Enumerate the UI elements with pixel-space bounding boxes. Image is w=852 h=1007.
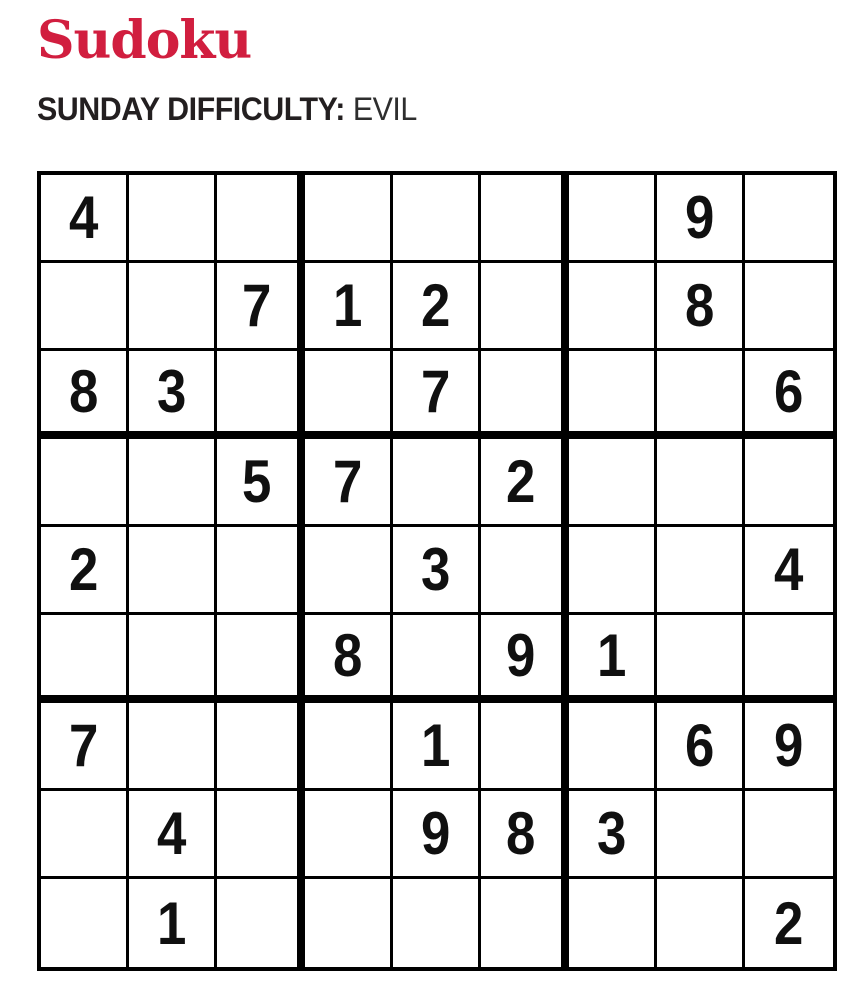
sudoku-cell-r5c5	[393, 527, 481, 615]
sudoku-cell-r1c4[interactable]	[305, 175, 393, 263]
difficulty-value: EVIL	[352, 91, 417, 128]
sudoku-cell-r7c9	[745, 703, 833, 791]
sudoku-cell-r2c7[interactable]	[569, 263, 657, 351]
sudoku-cell-r2c9[interactable]	[745, 263, 833, 351]
sudoku-cell-r4c4	[305, 439, 393, 527]
sudoku-cell-r9c5[interactable]	[393, 879, 481, 967]
sudoku-cell-r5c8[interactable]	[657, 527, 745, 615]
difficulty-line	[37, 91, 417, 128]
given-digit: 2	[774, 889, 804, 957]
sudoku-cell-r3c5	[393, 351, 481, 439]
sudoku-cell-r8c8[interactable]	[657, 791, 745, 879]
sudoku-cell-r7c5	[393, 703, 481, 791]
sudoku-cell-r1c2[interactable]	[129, 175, 217, 263]
sudoku-cell-r8c1[interactable]	[41, 791, 129, 879]
sudoku-cell-r8c7	[569, 791, 657, 879]
sudoku-cell-r3c9	[745, 351, 833, 439]
given-digit: 8	[68, 357, 99, 425]
sudoku-cell-r6c3[interactable]	[217, 615, 305, 703]
sudoku-cell-r2c6[interactable]	[481, 263, 569, 351]
sudoku-page	[0, 12, 852, 971]
sudoku-cell-r1c8	[657, 175, 745, 263]
sudoku-cell-r7c6[interactable]	[481, 703, 569, 791]
given-digit: 8	[506, 800, 536, 868]
sudoku-cell-r2c4	[305, 263, 393, 351]
sudoku-cell-r3c8[interactable]	[657, 351, 745, 439]
given-digit: 9	[684, 184, 715, 252]
sudoku-cell-r8c2	[129, 791, 217, 879]
given-digit: 4	[68, 184, 99, 252]
given-digit: 8	[684, 272, 715, 340]
sudoku-cell-r9c7[interactable]	[569, 879, 657, 967]
given-digit: 6	[684, 712, 715, 780]
sudoku-cell-r1c5[interactable]	[393, 175, 481, 263]
sudoku-cell-r9c8[interactable]	[657, 879, 745, 967]
given-digit: 1	[420, 712, 451, 780]
sudoku-cell-r7c4[interactable]	[305, 703, 393, 791]
sudoku-cell-r8c9[interactable]	[745, 791, 833, 879]
sudoku-cell-r3c2	[129, 351, 217, 439]
sudoku-cell-r6c5[interactable]	[393, 615, 481, 703]
sudoku-cell-r4c5[interactable]	[393, 439, 481, 527]
sudoku-cell-r3c4[interactable]	[305, 351, 393, 439]
sudoku-cell-r4c3	[217, 439, 305, 527]
sudoku-cell-r4c1[interactable]	[41, 439, 129, 527]
sudoku-cell-r1c6[interactable]	[481, 175, 569, 263]
given-digit: 8	[332, 621, 363, 689]
sudoku-cell-r1c7[interactable]	[569, 175, 657, 263]
sudoku-cell-r9c3[interactable]	[217, 879, 305, 967]
sudoku-cell-r6c7	[569, 615, 657, 703]
given-digit: 5	[242, 448, 272, 516]
given-digit: 3	[420, 536, 451, 604]
given-digit: 2	[506, 448, 536, 516]
sudoku-cell-r1c9[interactable]	[745, 175, 833, 263]
given-digit: 3	[156, 357, 187, 425]
given-digit: 6	[774, 357, 804, 425]
sudoku-cell-r4c2[interactable]	[129, 439, 217, 527]
given-digit: 4	[774, 536, 804, 604]
sudoku-cell-r6c1[interactable]	[41, 615, 129, 703]
sudoku-cell-r9c6[interactable]	[481, 879, 569, 967]
given-digit: 9	[420, 800, 451, 868]
given-digit: 2	[420, 272, 451, 340]
given-digit: 1	[596, 621, 627, 689]
sudoku-cell-r7c1	[41, 703, 129, 791]
sudoku-cell-r3c6[interactable]	[481, 351, 569, 439]
given-digit: 7	[68, 712, 99, 780]
given-digit: 2	[68, 536, 99, 604]
sudoku-cell-r5c2[interactable]	[129, 527, 217, 615]
given-digit: 9	[506, 621, 536, 689]
sudoku-cell-r6c9[interactable]	[745, 615, 833, 703]
sudoku-cell-r9c9	[745, 879, 833, 967]
sudoku-cell-r4c8[interactable]	[657, 439, 745, 527]
sudoku-cell-r8c6	[481, 791, 569, 879]
sudoku-cell-r5c6[interactable]	[481, 527, 569, 615]
sudoku-cell-r6c2[interactable]	[129, 615, 217, 703]
sudoku-cell-r6c4	[305, 615, 393, 703]
page-title: Sudoku	[37, 10, 252, 71]
sudoku-cell-r4c9[interactable]	[745, 439, 833, 527]
sudoku-cell-r2c8	[657, 263, 745, 351]
sudoku-cell-r8c5	[393, 791, 481, 879]
sudoku-cell-r3c7[interactable]	[569, 351, 657, 439]
sudoku-cell-r7c8	[657, 703, 745, 791]
sudoku-cell-r7c2[interactable]	[129, 703, 217, 791]
sudoku-cell-r7c3[interactable]	[217, 703, 305, 791]
difficulty-label: SUNDAY DIFFICULTY:	[37, 91, 345, 128]
given-digit: 1	[156, 889, 187, 957]
sudoku-cell-r6c8[interactable]	[657, 615, 745, 703]
sudoku-cell-r5c4[interactable]	[305, 527, 393, 615]
sudoku-cell-r9c2	[129, 879, 217, 967]
given-digit: 7	[332, 448, 363, 516]
sudoku-cell-r6c6	[481, 615, 569, 703]
given-digit: 1	[332, 272, 363, 340]
sudoku-cell-r5c3[interactable]	[217, 527, 305, 615]
given-digit: 9	[774, 712, 804, 780]
sudoku-cell-r4c6	[481, 439, 569, 527]
sudoku-cell-r5c7[interactable]	[569, 527, 657, 615]
given-digit: 3	[596, 800, 627, 868]
sudoku-cell-r8c4[interactable]	[305, 791, 393, 879]
sudoku-cell-r5c9	[745, 527, 833, 615]
given-digit: 7	[242, 272, 272, 340]
sudoku-cell-r4c7[interactable]	[569, 439, 657, 527]
sudoku-cell-r3c3[interactable]	[217, 351, 305, 439]
sudoku-cell-r2c5	[393, 263, 481, 351]
sudoku-cell-r1c3[interactable]	[217, 175, 305, 263]
sudoku-cell-r2c2[interactable]	[129, 263, 217, 351]
sudoku-cell-r2c1[interactable]	[41, 263, 129, 351]
sudoku-cell-r1c1	[41, 175, 129, 263]
given-digit: 7	[420, 357, 451, 425]
sudoku-cell-r9c4[interactable]	[305, 879, 393, 967]
sudoku-cell-r2c3	[217, 263, 305, 351]
sudoku-cell-r5c1	[41, 527, 129, 615]
sudoku-cell-r7c7[interactable]	[569, 703, 657, 791]
sudoku-cell-r3c1	[41, 351, 129, 439]
sudoku-cell-r8c3[interactable]	[217, 791, 305, 879]
sudoku-grid	[37, 171, 837, 971]
sudoku-cell-r9c1[interactable]	[41, 879, 129, 967]
given-digit: 4	[156, 800, 187, 868]
